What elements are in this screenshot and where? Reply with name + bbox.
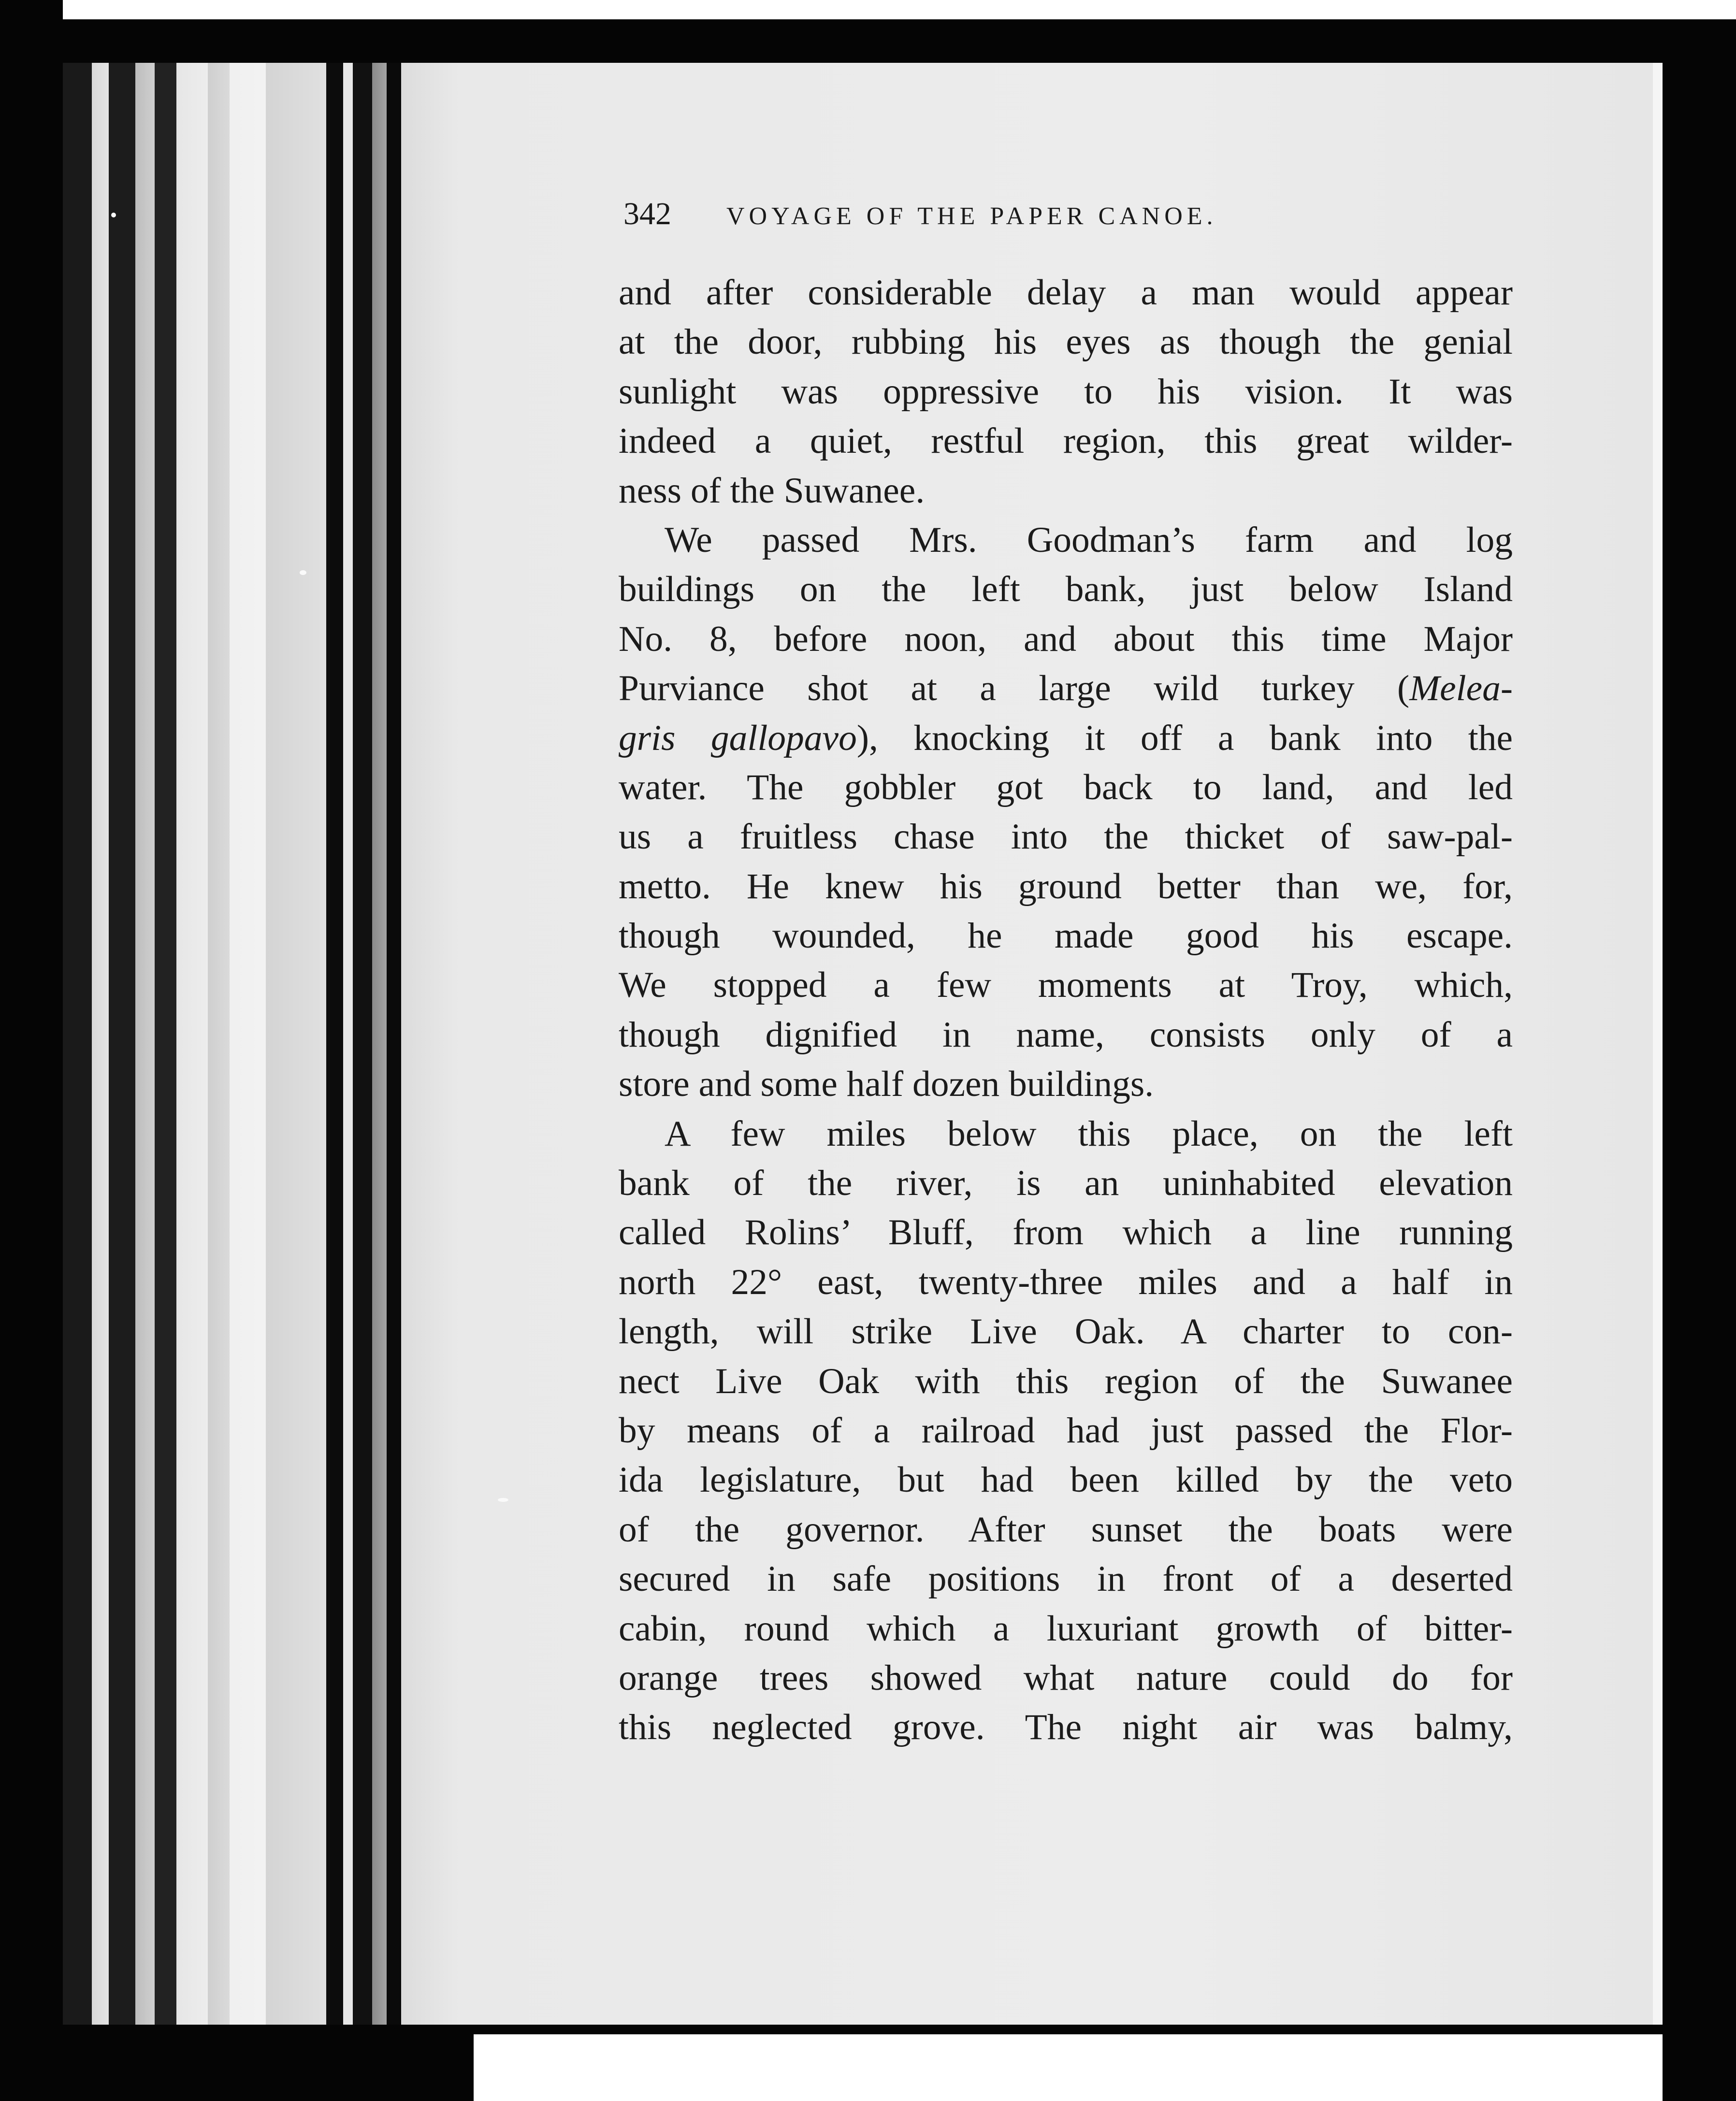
running-header	[623, 196, 1373, 232]
text-line: north 22° east, twenty-three miles and a half in	[619, 1262, 1513, 1302]
running-title: VOYAGE OF THE PAPER CANOE.	[726, 202, 1217, 230]
text-line: called Rolins’ Bluff, from which a line running	[619, 1212, 1513, 1253]
text-line: A few miles below this place, on the left	[665, 1113, 1513, 1154]
dust-speck	[111, 213, 116, 217]
dust-speck	[300, 570, 306, 575]
italic-species-name: Melea-	[1409, 668, 1513, 709]
text-line: No. 8, before noon, and about this time Major	[619, 619, 1513, 659]
text-line: this neglected grove. The night air was balmy,	[619, 1707, 1513, 1748]
text-line: of the governor. After sunset the boats were	[619, 1509, 1513, 1550]
text-line: and after considerable delay a man would appear	[619, 273, 1513, 313]
text-line: indeed a quiet, restful region, this great wilder-	[619, 421, 1513, 461]
scan-right-border	[1663, 63, 1736, 2101]
text-line: us a fruitless chase into the thicket of saw-pal-	[619, 817, 1513, 857]
page-number: 342	[623, 196, 671, 231]
text-line: buildings on the left bank, just below Island	[619, 569, 1513, 610]
text-line: cabin, round which a luxuriant growth of bitter-	[619, 1608, 1513, 1649]
text-segment: ), knocking it off a bank into the	[856, 718, 1513, 758]
text-line: though wounded, he made good his escape.	[619, 916, 1513, 956]
text-line: sunlight was oppressive to his vision. It was	[619, 371, 1513, 412]
italic-species-name: gris gallopavo	[619, 718, 857, 758]
text-line: water. The gobbler got back to land, and led	[619, 767, 1513, 807]
text-line: metto. He knew his ground better than we, for,	[619, 866, 1513, 907]
text-line: bank of the river, is an uninhabited elevation	[619, 1163, 1513, 1204]
text-line-with-italic	[619, 714, 1513, 763]
text-line: length, will strike Live Oak. A charter to con-	[619, 1311, 1513, 1352]
text-line: store and some half dozen buildings.	[619, 1064, 1154, 1105]
body-text	[619, 268, 1513, 1753]
text-line: ness of the Suwanee.	[619, 470, 925, 511]
text-line: at the door, rubbing his eyes as though the genial	[619, 322, 1513, 362]
text-line: though dignified in name, consists only of a	[619, 1014, 1513, 1055]
text-line-with-italic	[619, 664, 1513, 713]
scan-top-border	[0, 19, 1736, 63]
scan-left-border	[0, 0, 63, 2101]
text-line: We stopped a few moments at Troy, which,	[619, 965, 1513, 1006]
text-segment: Purviance shot at a large wild turkey (	[619, 668, 1410, 709]
text-line: orange trees showed what nature could do for	[619, 1657, 1513, 1698]
text-line: secured in safe positions in front of a deserted	[619, 1559, 1513, 1599]
text-line: nect Live Oak with this region of the Suwanee	[619, 1361, 1513, 1401]
text-line: by means of a railroad had just passed the Flor-	[619, 1410, 1513, 1451]
page-right-edge	[1653, 63, 1663, 2025]
scan-top-margin	[0, 0, 1736, 19]
scan-bottom-margin	[474, 2034, 1663, 2101]
dust-speck	[498, 1498, 508, 1502]
page-stack-edges	[63, 63, 401, 2025]
text-line: ida legislature, but had been killed by the veto	[619, 1460, 1513, 1500]
text-line: We passed Mrs. Goodman’s farm and log	[665, 519, 1513, 560]
